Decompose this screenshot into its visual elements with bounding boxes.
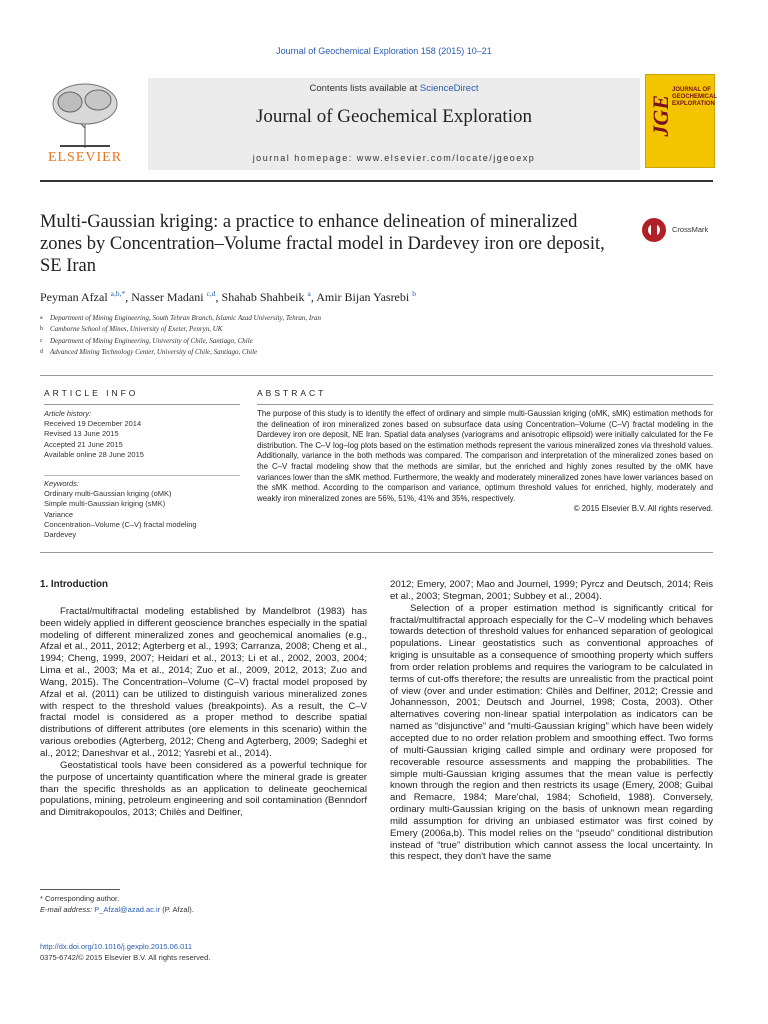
journal-title: Journal of Geochemical Exploration <box>256 106 532 127</box>
cover-text: JOURNAL OF GEOCHEMICAL EXPLORATION <box>672 87 717 107</box>
sciencedirect-link[interactable]: ScienceDirect <box>419 83 479 94</box>
crossmark-badge[interactable] <box>640 214 720 246</box>
keywords-label: Keywords: <box>44 479 80 488</box>
contents-line <box>148 83 640 94</box>
affiliation-item: d Advanced Mining Technology Center, University of Chile, Santiago, Chile <box>40 347 258 356</box>
author-affil-marks[interactable]: a <box>307 289 311 298</box>
email-suffix: (P. Afzal). <box>160 905 194 914</box>
body-paragraph: Fractal/multifractal modeling established by Mandelbrot (1983) has been widely applied in different geoscience branches especially in the spatial modeling of different mineralized zones and geochemical anomalies (e.g., Afzal et al., 2011, 2012; Agterberg et al., 1993; Carranza, 2008; Cheng et al., 1994; Cheng, 1999, 2007; Heidari et al., 2013; Li et al., 2002, 2003, 2004; Lima et al., 2003; Ma et al., 2014; Zuo et al., 2009, 2012, 2013; Zuo and Wang, 2015). The Concentration–Volume (C–V) fractal model proposed by Afzal et al. (2011) can be utilized to distinguish various mineralized zones with respect to the threshold values (breakpoints). As a result, the C–V fractal model is considered as a proper method to describe spatial distributions of different attributes (ore elements in this scenario) within the various orebodies (Agterberg, 2012; Cheng and Agterberg, 2009; Sadeghi et al., 2012; Daneshvar et al., 2012; Yasrebi et al., 2014). <box>40 605 367 759</box>
section-heading: 1. Introduction <box>40 579 109 590</box>
affiliations <box>40 313 540 358</box>
history-item: Revised 13 June 2015 <box>44 429 119 439</box>
journal-cover-thumbnail <box>645 74 715 168</box>
affiliation-item: a Department of Mining Engineering, South Tehran Branch, Islamic Azad University, Tehran, Iran <box>40 314 321 322</box>
footnote <box>40 893 360 915</box>
body-paragraph: Selection of a proper estimation method is significantly critical for fractal/multifractal approach especially for the C–V modeling which behaves towards detection of threshold values for enhanced separation of geological populations. Linear geostatistics such as conventional approaches of kriging is unsuitable as a consequence of smoothing property which suffers from order relation problems and requires the variogram to be calculated in terms of cut-offs therefore; the results are unrealistic from the practical point of view (over and under estimation: Chilès and Delfiner, 2012; Cressie and Johannesson, 2001; Deutsch and Journel, 1998; Costa, 2003). Other alternatives covering non-linear spatial interpolation as indicators can be named as “disjunctive” and “multi-Gaussian kriging” which have been widely accepted due to no order relation problem and smoothing effect. Two forms of multi-Gaussian kriging called simple and ordinary were proposed for recoverable resource assessments and mapping the probabilities. The simple multi-Gaussian kriging assumes that the mean value is perfectly known through the region and then restricts its usage (Emery, 2008; Guibal and Remacre, 1984; Mare'chal, 1984; Schofield, 1988). Conversely, ordinary multi-Gaussian kriging on the basis of unknown mean regarding mild assumption for driving an unbiased estimator was first coined by Emery (2006a,b). This model relies on the “pseudo” conditional distribution instead of “true” distribution which cannot assess the local uncertainty. In this respect, they don't have the same <box>390 602 713 863</box>
keyword-item: Ordinary multi-Gaussian kriging (oMK) <box>44 489 172 499</box>
cover-logo: JGE <box>648 95 673 137</box>
author-name: Amir Bijan Yasrebi <box>316 290 410 304</box>
abstract-body <box>257 409 713 515</box>
author-affil-marks[interactable]: b <box>412 289 416 298</box>
history-item: Available online 28 June 2015 <box>44 449 144 459</box>
journal-reference[interactable]: Journal of Geochemical Exploration 158 (2015) 10–21 <box>276 46 492 56</box>
email-label: E-mail address: <box>40 905 95 914</box>
body-paragraph: Geostatistical tools have been considered as a powerful technique for the purpose of uncertainty quantification where the mineral grade is greater than the specific thresholds as an application to delineate geochemical populations, mining, petroleum engineering and soil contamination (Benndorf and Dimitrakopoulos, 2013; Chilès and Delfiner, <box>40 759 367 819</box>
history-item: Received 19 December 2014 <box>44 419 142 429</box>
keyword-item: Simple multi-Gaussian kriging (sMK) <box>44 499 166 509</box>
abstract-rule <box>257 404 713 405</box>
abstract-heading: ABSTRACT <box>257 388 327 398</box>
history-item: Accepted 21 June 2015 <box>44 439 123 449</box>
keyword-item: Concentration–Volume (C–V) fractal modeling <box>44 519 197 529</box>
author-affil-marks[interactable]: a,b,* <box>110 289 126 298</box>
keyword-item: Variance <box>44 509 74 519</box>
body-column-right <box>390 579 713 863</box>
article-info-heading: ARTICLE INFO <box>44 388 139 398</box>
footnote-rule <box>40 889 120 890</box>
author-affil-marks[interactable]: c,d <box>206 289 216 298</box>
header-rule <box>40 180 713 182</box>
corresponding-author-note: * Corresponding author. <box>40 894 120 903</box>
doi-link[interactable]: http://dx.doi.org/10.1016/j.gexplo.2015.06.011 <box>40 942 193 951</box>
contents-prefix: Contents lists available at <box>309 83 420 94</box>
article-info-rule <box>44 404 240 405</box>
section-rule <box>40 375 713 376</box>
elsevier-wordmark: ELSEVIER <box>47 150 123 165</box>
author-name: Peyman Afzal <box>40 290 108 304</box>
body-column-left <box>40 579 367 819</box>
abstract-copyright: © 2015 Elsevier B.V. All rights reserved. <box>573 504 713 514</box>
email-line <box>40 904 360 915</box>
author-name: Shahab Shahbeik <box>221 290 305 304</box>
article-title: Multi-Gaussian kriging: a practice to enhance delineation of mineralized zones by Concentration–Volume fractal model in Dardevey iron ore deposit, SE Iran <box>40 212 605 276</box>
keywords <box>44 479 240 540</box>
issn-line: 0375-6742/© 2015 Elsevier B.V. All rights reserved. <box>40 953 211 962</box>
author-name: Nasser Madani <box>131 290 204 304</box>
abstract-text: The purpose of this study is to identify the effect of ordinary and simple multi-Gaussian kriging (oMK, sMK) estimation methods for the delineation of iron mineralized zones based on subsurface data using Concentration–Volume (C–V) fractal modeling in the Dardevey iron ore deposit, NE Iran. Spatial data analyses (variograms and anisotropic ellipsoid) were initially calculated for the Fe distribution. The C–V log–log plots based on the estimation methods represent the various mineralized zones via threshold values. Additionally, variance in the both methods was compared. The comparison and interpretation of the mineralized zones based on the C–V fractal modeling show that the methods are similar, but the enriched and highly zones resulted by the oMK have variances lower than the sMK method. Furthermore, the weakly and moderately mineralized zones have lower variances based on the sMK method. According to the comparison and variance, optimum threshold values for enriched, highly, moderately and weakly iron mineralized zones are 56%, 51%, 41% and 35%, respectively. <box>257 409 713 503</box>
journal-homepage[interactable]: journal homepage: www.elsevier.com/locate/jgeoexp <box>252 153 536 163</box>
abstract-bottom-rule <box>40 552 713 553</box>
affiliation-item: b Camborne School of Mines, University of Exeter, Penryn, UK <box>40 325 223 334</box>
affiliation-item: c Department of Mining Engineering, University of Chile, Santiago, Chile <box>40 336 253 345</box>
author-list: Peyman Afzal $^{a,b,*}$, Nasser Madani $^{c,d}$, Shahab Shahbeik $^a$, Amir Bijan Yasrebi $^b$ <box>40 289 416 304</box>
body-paragraph: 2012; Emery, 2007; Mao and Journel, 1999; Pyrcz and Deutsch, 2014; Reis et al., 2003; Stegman, 2001; Subbey et al., 2004). <box>390 579 713 602</box>
doi-block <box>40 941 360 963</box>
keywords-rule <box>44 475 240 476</box>
history-label: Article history: <box>44 409 92 418</box>
email-link[interactable]: P_Afzal@azad.ac.ir <box>94 905 161 914</box>
keyword-item: Dardevey <box>44 530 77 540</box>
crossmark-label: CrossMark <box>672 225 709 234</box>
article-history <box>44 409 240 460</box>
